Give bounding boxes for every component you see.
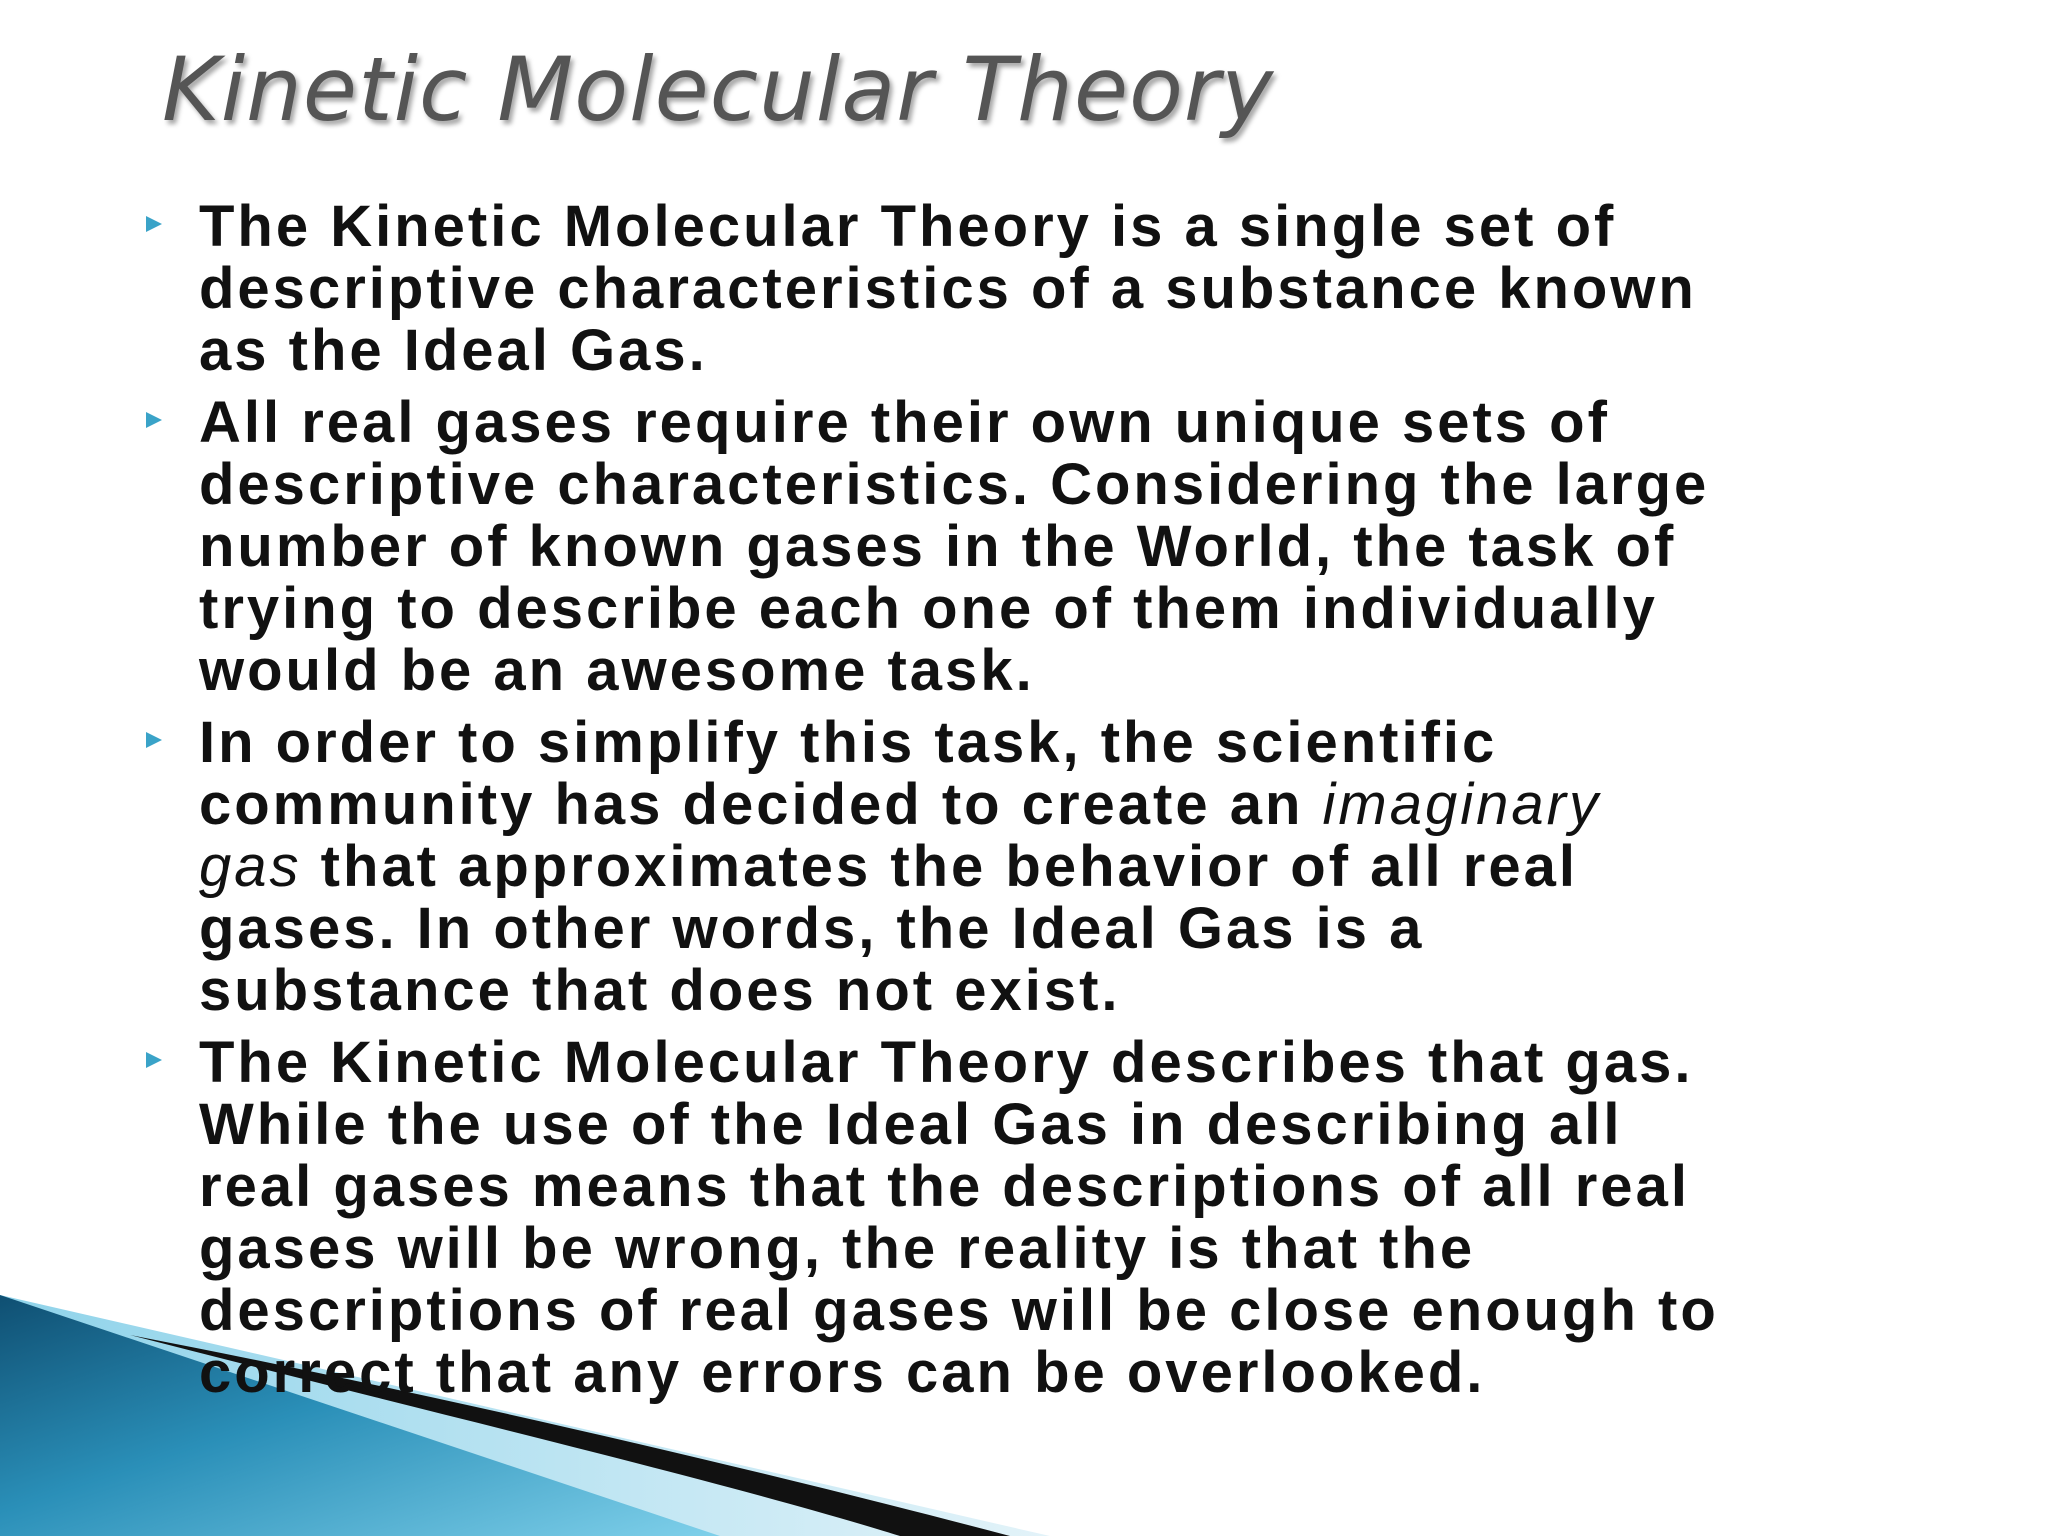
text-line: real gases means that the descriptions of all real <box>199 1154 1690 1219</box>
triangle-bullet-icon <box>146 412 162 428</box>
text-line: While the use of the Ideal Gas in describing all <box>199 1092 1623 1157</box>
text-run: substance that does not exist. <box>199 958 1121 1023</box>
italic-term: gas <box>199 834 302 899</box>
text-line: descriptive characteristics of a substance known <box>199 256 1697 321</box>
bullet-list <box>146 196 1946 1414</box>
text-line: as the Ideal Gas. <box>199 318 708 383</box>
triangle-bullet-icon <box>146 216 162 232</box>
bullet-text <box>199 196 1946 382</box>
bullet-item <box>146 196 1946 382</box>
text-line: trying to describe each one of them individually <box>199 576 1658 641</box>
text-line <box>199 836 1946 898</box>
text-line: The Kinetic Molecular Theory describes that gas. <box>199 1030 1694 1095</box>
text-line: descriptions of real gases will be close enough to <box>199 1278 1719 1343</box>
bullet-item <box>146 1032 1946 1404</box>
bullet-text <box>199 712 1946 1022</box>
text-line <box>199 712 1946 774</box>
text-line <box>199 898 1946 960</box>
slide-title: Kinetic Molecular Theory <box>162 38 1275 141</box>
text-line <box>199 960 1946 1022</box>
bullet-item <box>146 392 1946 702</box>
text-line: number of known gases in the World, the task of <box>199 514 1677 579</box>
text-line: The Kinetic Molecular Theory is a single set of <box>199 194 1617 259</box>
text-run: In order to simplify this task, the scientific <box>199 710 1498 775</box>
text-run: gases. In other words, the Ideal Gas is a <box>199 896 1425 961</box>
triangle-bullet-icon <box>146 732 162 748</box>
bullet-item <box>146 712 1946 1022</box>
text-line: would be an awesome task. <box>199 638 1035 703</box>
text-line: gases will be wrong, the reality is that the <box>199 1216 1476 1281</box>
bullet-text <box>199 392 1946 702</box>
text-run: that approximates the behavior of all real <box>301 834 1578 899</box>
text-line: All real gases require their own unique sets of <box>199 390 1610 455</box>
triangle-bullet-icon <box>146 1052 162 1068</box>
text-run: community has decided to create an <box>199 772 1323 837</box>
italic-term: imaginary <box>1322 772 1601 837</box>
text-line: descriptive characteristics. Considering the large <box>199 452 1710 517</box>
bullet-text <box>199 1032 1946 1404</box>
text-line <box>199 774 1946 836</box>
text-line: correct that any errors can be overlooked. <box>199 1340 1486 1405</box>
